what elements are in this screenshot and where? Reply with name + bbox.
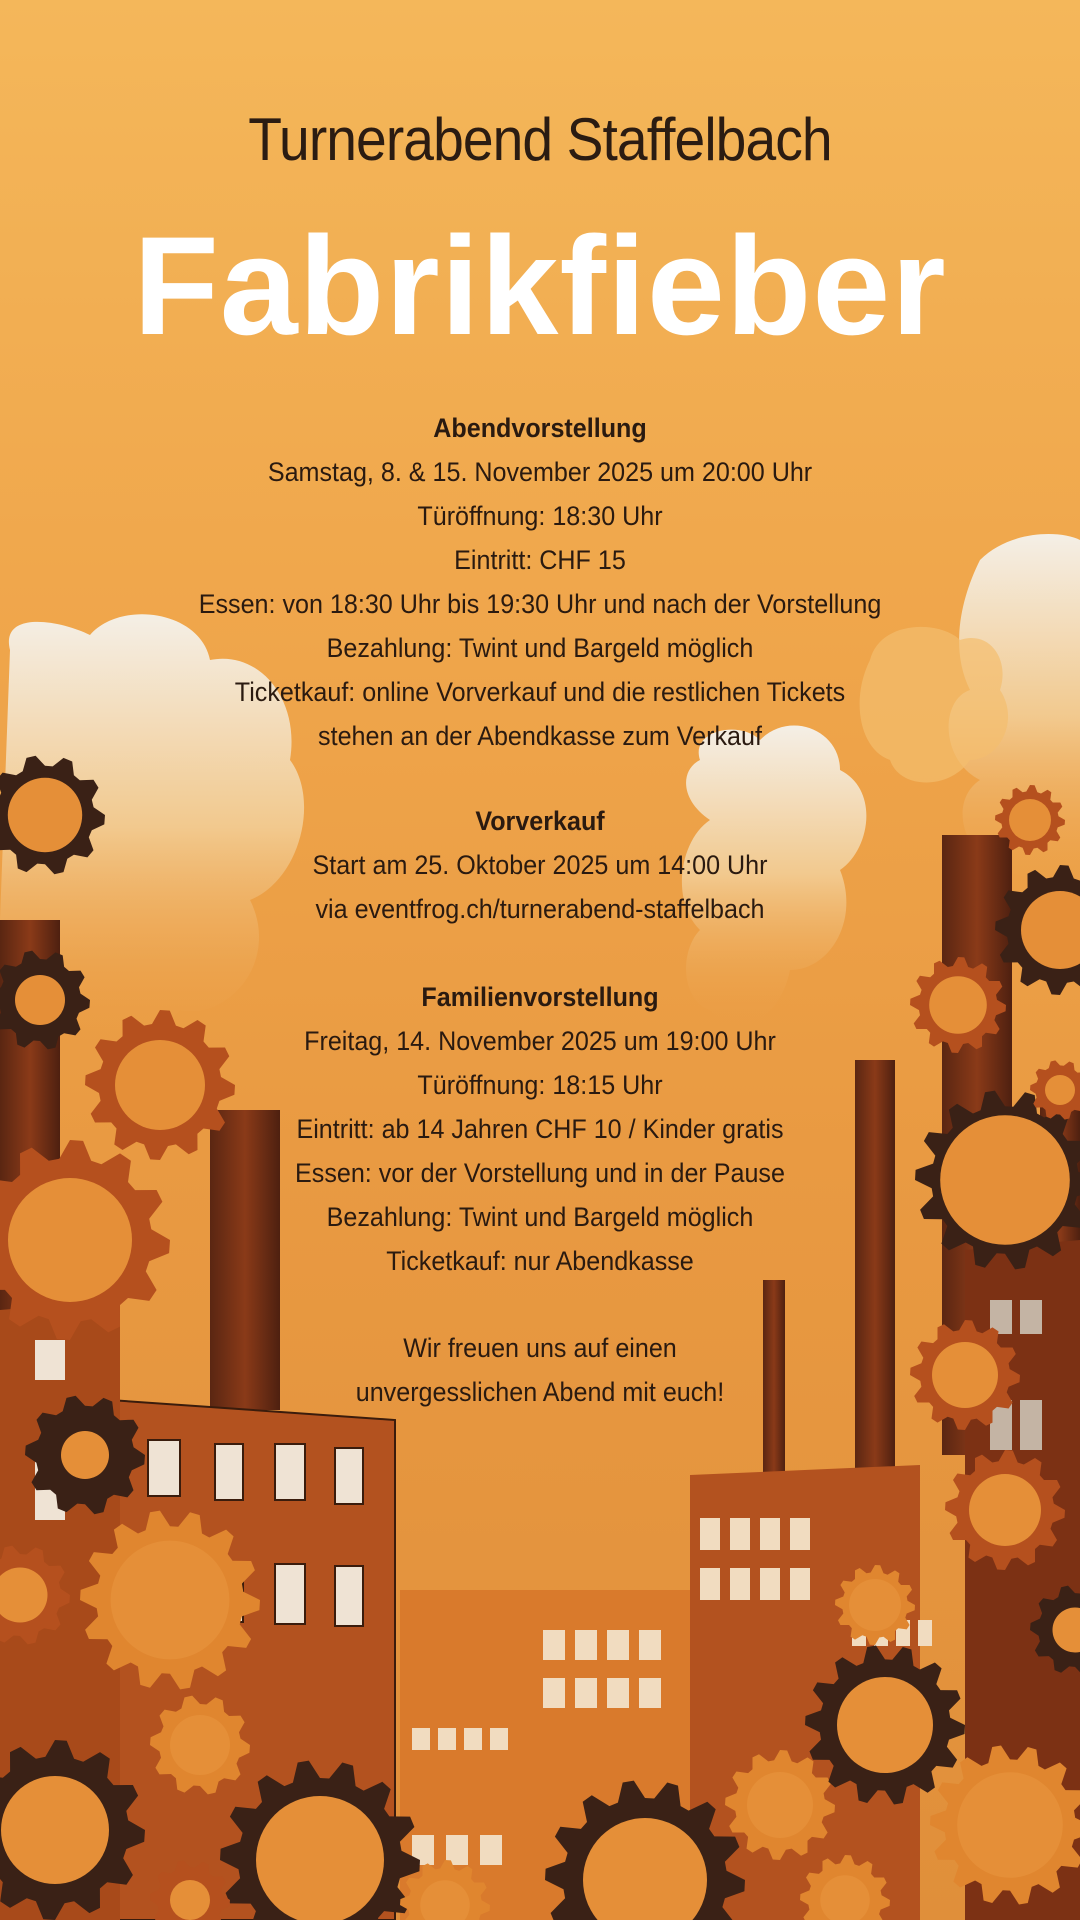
event-title: Fabrikfieber — [133, 207, 947, 364]
section-heading: Familienvorstellung — [421, 982, 659, 1012]
gear-hole — [170, 1715, 230, 1775]
info-line: via eventfrog.ch/turnerabend-staffelbach — [315, 894, 765, 924]
gear-hole — [1, 1776, 109, 1884]
info-line: Eintritt: ab 14 Jahren CHF 10 / Kinder gratis — [296, 1114, 784, 1144]
section-heading: Abendvorstellung — [433, 413, 647, 443]
section-abendvorstellung — [38, 406, 1042, 758]
info-line: stehen an der Abendkasse zum Verkauf — [318, 721, 762, 751]
info-line: Essen: von 18:30 Uhr bis 19:30 Uhr und nach der Vorstellung — [198, 589, 882, 619]
info-line: Eintritt: CHF 15 — [454, 545, 626, 575]
section-familienvorstellung — [38, 975, 1042, 1283]
gear-hole — [837, 1677, 933, 1773]
info-line: Freitag, 14. November 2025 um 19:00 Uhr — [304, 1026, 776, 1056]
gear-hole — [1045, 1075, 1075, 1105]
closing-line: Wir freuen uns auf einen — [403, 1333, 677, 1363]
event-subtitle: Turnerabend Staffelbach — [248, 106, 832, 173]
gear-hole — [170, 1880, 210, 1920]
section-vorverkauf — [38, 799, 1042, 931]
gear-hole — [256, 1796, 384, 1920]
closing-message — [38, 1326, 1042, 1414]
info-line: Bezahlung: Twint und Bargeld möglich — [326, 633, 754, 663]
info-line: Türöffnung: 18:30 Uhr — [417, 501, 663, 531]
gear-hole — [61, 1431, 109, 1479]
closing-line: unvergesslichen Abend mit euch! — [355, 1377, 725, 1407]
gear-hole — [969, 1474, 1041, 1546]
info-line: Samstag, 8. & 15. November 2025 um 20:00 Uhr — [267, 457, 813, 487]
info-line: Türöffnung: 18:15 Uhr — [417, 1070, 663, 1100]
section-heading: Vorverkauf — [475, 806, 605, 836]
info-line: Start am 25. Oktober 2025 um 14:00 Uhr — [312, 850, 768, 880]
info-line: Bezahlung: Twint und Bargeld möglich — [326, 1202, 754, 1232]
info-line: Ticketkauf: online Vorverkauf und die restlichen Tickets — [234, 677, 846, 707]
gear-hole — [111, 1541, 230, 1660]
gear-hole — [849, 1579, 901, 1631]
gear-hole — [957, 1772, 1063, 1878]
info-line: Essen: vor der Vorstellung und in der Pause — [295, 1158, 785, 1188]
info-line: Ticketkauf: nur Abendkasse — [386, 1246, 694, 1276]
gear-hole — [747, 1772, 813, 1838]
